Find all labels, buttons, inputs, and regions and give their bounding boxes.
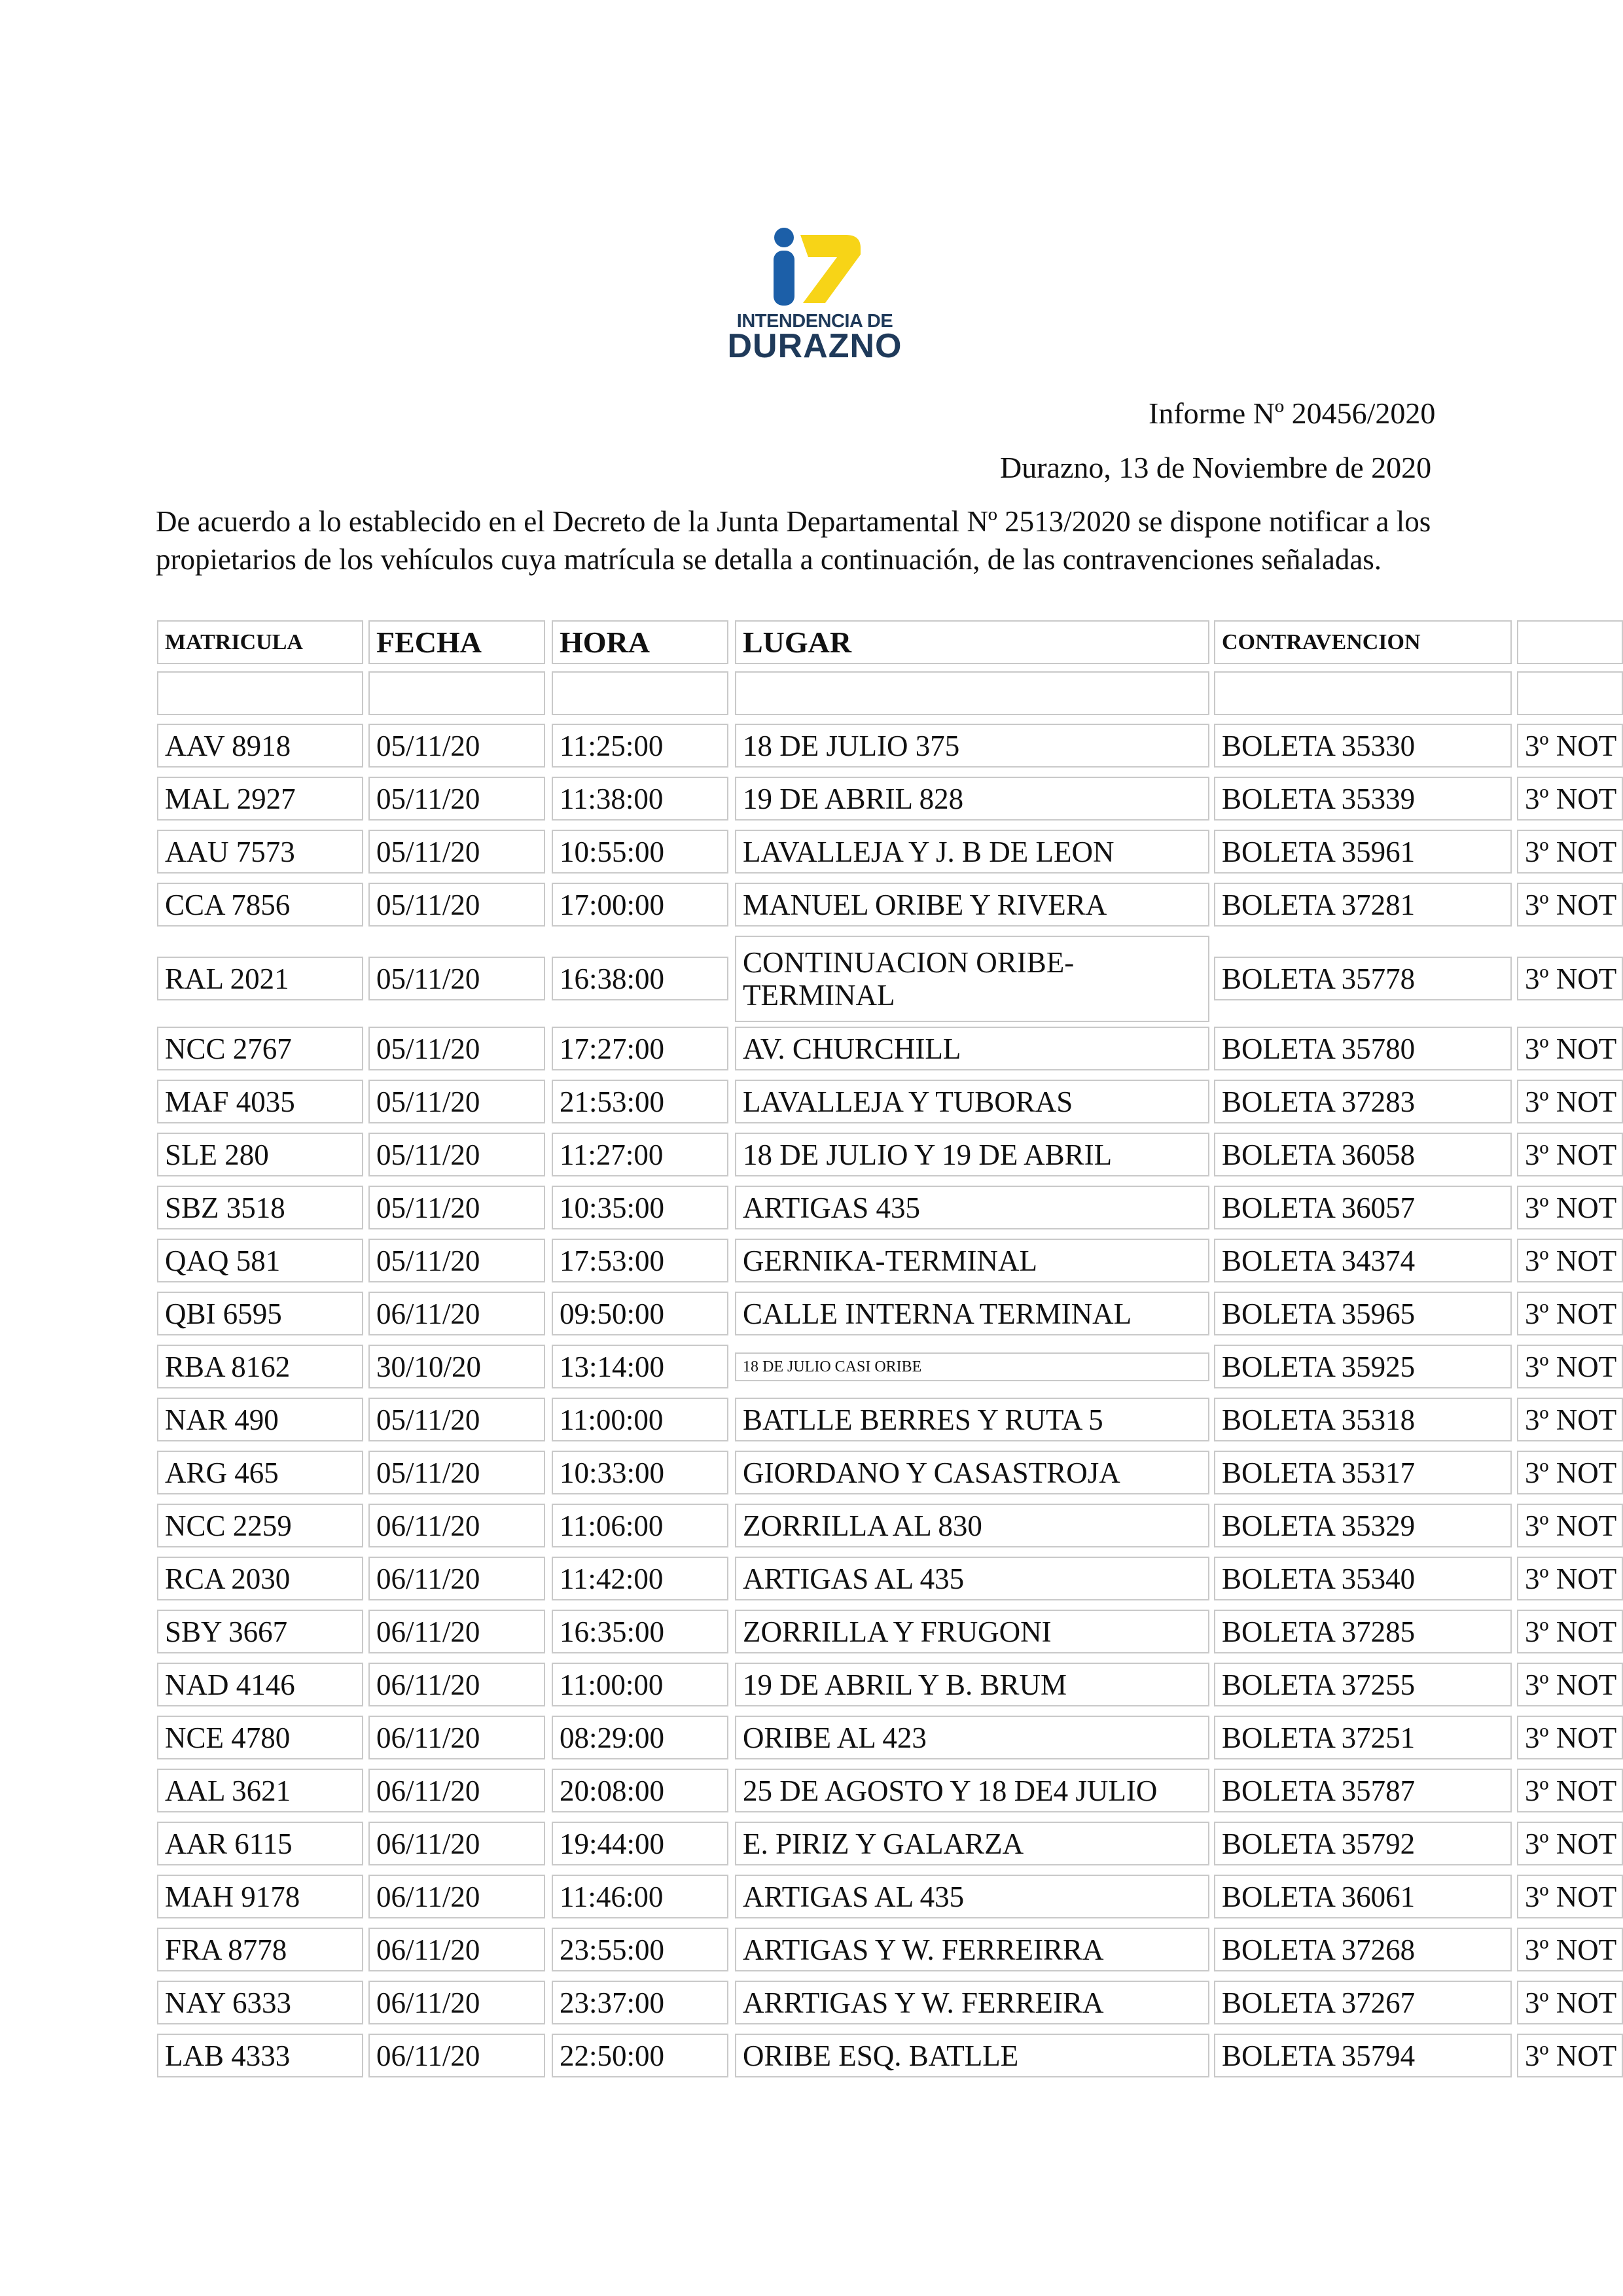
cell-matricula: QAQ 581: [157, 1239, 363, 1282]
cell-hora: 21:53:00: [552, 1080, 728, 1123]
cell-lugar: LAVALLEJA Y TUBORAS: [735, 1080, 1209, 1123]
cell-hora: 23:55:00: [552, 1928, 728, 1971]
cell-notificacion: 3º NOT: [1517, 1398, 1623, 1441]
cell-matricula: RAL 2021: [157, 957, 363, 1000]
cell-contravencion: BOLETA 35318: [1214, 1398, 1512, 1441]
cell-contravencion: BOLETA 37267: [1214, 1981, 1512, 2024]
header-hora: HORA: [552, 620, 728, 664]
cell-notificacion: 3º NOT: [1517, 1239, 1623, 1282]
cell-fecha: 05/11/20: [368, 957, 545, 1000]
cell-contravencion: BOLETA 35330: [1214, 724, 1512, 768]
cell-hora: 11:27:00: [552, 1133, 728, 1176]
cell-matricula: NCE 4780: [157, 1716, 363, 1759]
report-number: Informe Nº 20456/2020: [1149, 397, 1436, 430]
cell-hora: 11:06:00: [552, 1504, 728, 1547]
cell-notificacion: 3º NOT: [1517, 1133, 1623, 1176]
cell-hora: 08:29:00: [552, 1716, 728, 1759]
cell-lugar: 18 DE JULIO CASI ORIBE: [735, 1352, 1209, 1381]
cell-notificacion: 3º NOT: [1517, 830, 1623, 874]
cell-fecha: 06/11/20: [368, 1504, 545, 1547]
cell-matricula: ARG 465: [157, 1451, 363, 1494]
cell-lugar: ARTIGAS AL 435: [735, 1875, 1209, 1918]
cell-lugar: 18 DE JULIO Y 19 DE ABRIL: [735, 1133, 1209, 1176]
cell-contravencion: BOLETA 35340: [1214, 1557, 1512, 1600]
cell-contravencion: BOLETA 37285: [1214, 1610, 1512, 1653]
cell-contravencion: BOLETA 35787: [1214, 1769, 1512, 1812]
blank-cell: [368, 671, 545, 715]
cell-matricula: MAL 2927: [157, 777, 363, 821]
cell-notificacion: 3º NOT: [1517, 1610, 1623, 1653]
cell-notificacion: 3º NOT: [1517, 1504, 1623, 1547]
cell-fecha: 06/11/20: [368, 1822, 545, 1865]
cell-fecha: 06/11/20: [368, 1981, 545, 2024]
cell-matricula: AAL 3621: [157, 1769, 363, 1812]
cell-matricula: NCC 2767: [157, 1027, 363, 1070]
cell-notificacion: 3º NOT: [1517, 1981, 1623, 2024]
cell-fecha: 30/10/20: [368, 1345, 545, 1388]
cell-contravencion: BOLETA 35317: [1214, 1451, 1512, 1494]
cell-hora: 16:35:00: [552, 1610, 728, 1653]
cell-hora: 10:33:00: [552, 1451, 728, 1494]
blank-cell: [735, 671, 1209, 715]
cell-lugar: GERNIKA-TERMINAL: [735, 1239, 1209, 1282]
cell-fecha: 06/11/20: [368, 1663, 545, 1706]
cell-notificacion: 3º NOT: [1517, 1557, 1623, 1600]
cell-matricula: AAU 7573: [157, 830, 363, 874]
cell-hora: 11:38:00: [552, 777, 728, 821]
cell-contravencion: BOLETA 35965: [1214, 1292, 1512, 1335]
cell-lugar: CONTINUACION ORIBE-TERMINAL: [735, 936, 1209, 1022]
cell-matricula: NAR 490: [157, 1398, 363, 1441]
cell-hora: 23:37:00: [552, 1981, 728, 2024]
cell-fecha: 05/11/20: [368, 1239, 545, 1282]
cell-contravencion: BOLETA 34374: [1214, 1239, 1512, 1282]
cell-lugar: ORIBE AL 423: [735, 1716, 1209, 1759]
intro-paragraph: De acuerdo a lo establecido en el Decreto de la Junta Departamental Nº 2513/2020 se dispone notificar a los propietarios de los vehículos cuya matrícula se detalla a continuación, de las contravenciones señaladas.: [156, 505, 1431, 576]
blank-cell: [157, 671, 363, 715]
cell-contravencion: BOLETA 35792: [1214, 1822, 1512, 1865]
cell-hora: 17:53:00: [552, 1239, 728, 1282]
cell-matricula: QBI 6595: [157, 1292, 363, 1335]
cell-hora: 10:35:00: [552, 1186, 728, 1229]
cell-hora: 11:00:00: [552, 1663, 728, 1706]
cell-notificacion: 3º NOT: [1517, 883, 1623, 927]
cell-lugar: GIORDANO Y CASASTROJA: [735, 1451, 1209, 1494]
cell-notificacion: 3º NOT: [1517, 1716, 1623, 1759]
cell-lugar: ORIBE ESQ. BATLLE: [735, 2034, 1209, 2077]
cell-fecha: 05/11/20: [368, 1398, 545, 1441]
cell-matricula: MAH 9178: [157, 1875, 363, 1918]
cell-fecha: 05/11/20: [368, 830, 545, 874]
cell-lugar: AV. CHURCHILL: [735, 1027, 1209, 1070]
cell-hora: 20:08:00: [552, 1769, 728, 1812]
blank-cell: [552, 671, 728, 715]
cell-fecha: 05/11/20: [368, 1027, 545, 1070]
cell-fecha: 06/11/20: [368, 1716, 545, 1759]
cell-hora: 19:44:00: [552, 1822, 728, 1865]
cell-hora: 17:27:00: [552, 1027, 728, 1070]
blank-cell: [1214, 671, 1512, 715]
cell-hora: 11:00:00: [552, 1398, 728, 1441]
cell-notificacion: 3º NOT: [1517, 1080, 1623, 1123]
cell-fecha: 05/11/20: [368, 724, 545, 768]
cell-notificacion: 3º NOT: [1517, 777, 1623, 821]
cell-fecha: 06/11/20: [368, 1769, 545, 1812]
cell-notificacion: 3º NOT: [1517, 1875, 1623, 1918]
cell-hora: 17:00:00: [552, 883, 728, 927]
cell-contravencion: BOLETA 36058: [1214, 1133, 1512, 1176]
cell-notificacion: 3º NOT: [1517, 957, 1623, 1000]
cell-matricula: NAY 6333: [157, 1981, 363, 2024]
cell-fecha: 06/11/20: [368, 2034, 545, 2077]
cell-contravencion: BOLETA 35778: [1214, 957, 1512, 1000]
cell-fecha: 06/11/20: [368, 1610, 545, 1653]
cell-lugar: ARTIGAS Y W. FERREIRRA: [735, 1928, 1209, 1971]
cell-matricula: AAV 8918: [157, 724, 363, 768]
header-notificacion: [1517, 620, 1623, 664]
cell-fecha: 05/11/20: [368, 777, 545, 821]
cell-contravencion: BOLETA 35925: [1214, 1345, 1512, 1388]
cell-contravencion: BOLETA 37255: [1214, 1663, 1512, 1706]
cell-lugar: ARRTIGAS Y W. FERREIRA: [735, 1981, 1209, 2024]
cell-fecha: 06/11/20: [368, 1557, 545, 1600]
cell-contravencion: BOLETA 35780: [1214, 1027, 1512, 1070]
logo-text-bottom: DURAZNO: [727, 327, 902, 365]
cell-notificacion: 3º NOT: [1517, 1186, 1623, 1229]
cell-notificacion: 3º NOT: [1517, 1345, 1623, 1388]
cell-notificacion: 3º NOT: [1517, 1663, 1623, 1706]
cell-notificacion: 3º NOT: [1517, 1928, 1623, 1971]
intendencia-logo: [710, 226, 919, 365]
header-contravencion: CONTRAVENCION: [1214, 620, 1512, 664]
cell-fecha: 06/11/20: [368, 1875, 545, 1918]
cell-lugar: ARTIGAS 435: [735, 1186, 1209, 1229]
cell-contravencion: BOLETA 35961: [1214, 830, 1512, 874]
cell-fecha: 05/11/20: [368, 1133, 545, 1176]
header-matricula: MATRICULA: [157, 620, 363, 664]
blank-cell: [1517, 671, 1623, 715]
cell-hora: 10:55:00: [552, 830, 728, 874]
cell-notificacion: 3º NOT: [1517, 724, 1623, 768]
cell-contravencion: BOLETA 35329: [1214, 1504, 1512, 1547]
cell-lugar: ZORRILLA AL 830: [735, 1504, 1209, 1547]
cell-matricula: RCA 2030: [157, 1557, 363, 1600]
cell-contravencion: BOLETA 37268: [1214, 1928, 1512, 1971]
cell-fecha: 05/11/20: [368, 1186, 545, 1229]
cell-lugar: 19 DE ABRIL Y B. BRUM: [735, 1663, 1209, 1706]
cell-fecha: 05/11/20: [368, 1451, 545, 1494]
cell-hora: 11:46:00: [552, 1875, 728, 1918]
cell-notificacion: 3º NOT: [1517, 1769, 1623, 1812]
cell-contravencion: BOLETA 37283: [1214, 1080, 1512, 1123]
logo-text-top: INTENDENCIA DE: [736, 311, 893, 332]
cell-lugar: MANUEL ORIBE Y RIVERA: [735, 883, 1209, 927]
cell-matricula: SBY 3667: [157, 1610, 363, 1653]
header-fecha: FECHA: [368, 620, 545, 664]
cell-lugar: 25 DE AGOSTO Y 18 DE4 JULIO: [735, 1769, 1209, 1812]
cell-hora: 22:50:00: [552, 2034, 728, 2077]
cell-lugar: 19 DE ABRIL 828: [735, 777, 1209, 821]
logo-mark-icon: [762, 226, 874, 311]
cell-fecha: 06/11/20: [368, 1928, 545, 1971]
cell-hora: 11:25:00: [552, 724, 728, 768]
cell-hora: 16:38:00: [552, 957, 728, 1000]
cell-matricula: CCA 7856: [157, 883, 363, 927]
cell-matricula: RBA 8162: [157, 1345, 363, 1388]
cell-contravencion: BOLETA 36057: [1214, 1186, 1512, 1229]
cell-matricula: NAD 4146: [157, 1663, 363, 1706]
cell-notificacion: 3º NOT: [1517, 2034, 1623, 2077]
cell-lugar: 18 DE JULIO 375: [735, 724, 1209, 768]
cell-contravencion: BOLETA 35794: [1214, 2034, 1512, 2077]
cell-matricula: SBZ 3518: [157, 1186, 363, 1229]
cell-notificacion: 3º NOT: [1517, 1027, 1623, 1070]
cell-fecha: 05/11/20: [368, 1080, 545, 1123]
cell-notificacion: 3º NOT: [1517, 1822, 1623, 1865]
cell-contravencion: BOLETA 35339: [1214, 777, 1512, 821]
cell-lugar: ZORRILLA Y FRUGONI: [735, 1610, 1209, 1653]
cell-hora: 09:50:00: [552, 1292, 728, 1335]
cell-hora: 11:42:00: [552, 1557, 728, 1600]
header-lugar: LUGAR: [735, 620, 1209, 664]
cell-lugar: CALLE INTERNA TERMINAL: [735, 1292, 1209, 1335]
cell-matricula: FRA 8778: [157, 1928, 363, 1971]
cell-lugar: LAVALLEJA Y J. B DE LEON: [735, 830, 1209, 874]
report-date: Durazno, 13 de Noviembre de 2020: [1000, 451, 1432, 484]
cell-lugar: ARTIGAS AL 435: [735, 1557, 1209, 1600]
cell-contravencion: BOLETA 37251: [1214, 1716, 1512, 1759]
cell-contravencion: BOLETA 37281: [1214, 883, 1512, 927]
cell-lugar: BATLLE BERRES Y RUTA 5: [735, 1398, 1209, 1441]
cell-lugar: E. PIRIZ Y GALARZA: [735, 1822, 1209, 1865]
cell-hora: 13:14:00: [552, 1345, 728, 1388]
cell-matricula: AAR 6115: [157, 1822, 363, 1865]
cell-matricula: LAB 4333: [157, 2034, 363, 2077]
cell-matricula: MAF 4035: [157, 1080, 363, 1123]
cell-notificacion: 3º NOT: [1517, 1451, 1623, 1494]
cell-notificacion: 3º NOT: [1517, 1292, 1623, 1335]
cell-matricula: SLE 280: [157, 1133, 363, 1176]
cell-contravencion: BOLETA 36061: [1214, 1875, 1512, 1918]
cell-matricula: NCC 2259: [157, 1504, 363, 1547]
cell-fecha: 06/11/20: [368, 1292, 545, 1335]
cell-fecha: 05/11/20: [368, 883, 545, 927]
